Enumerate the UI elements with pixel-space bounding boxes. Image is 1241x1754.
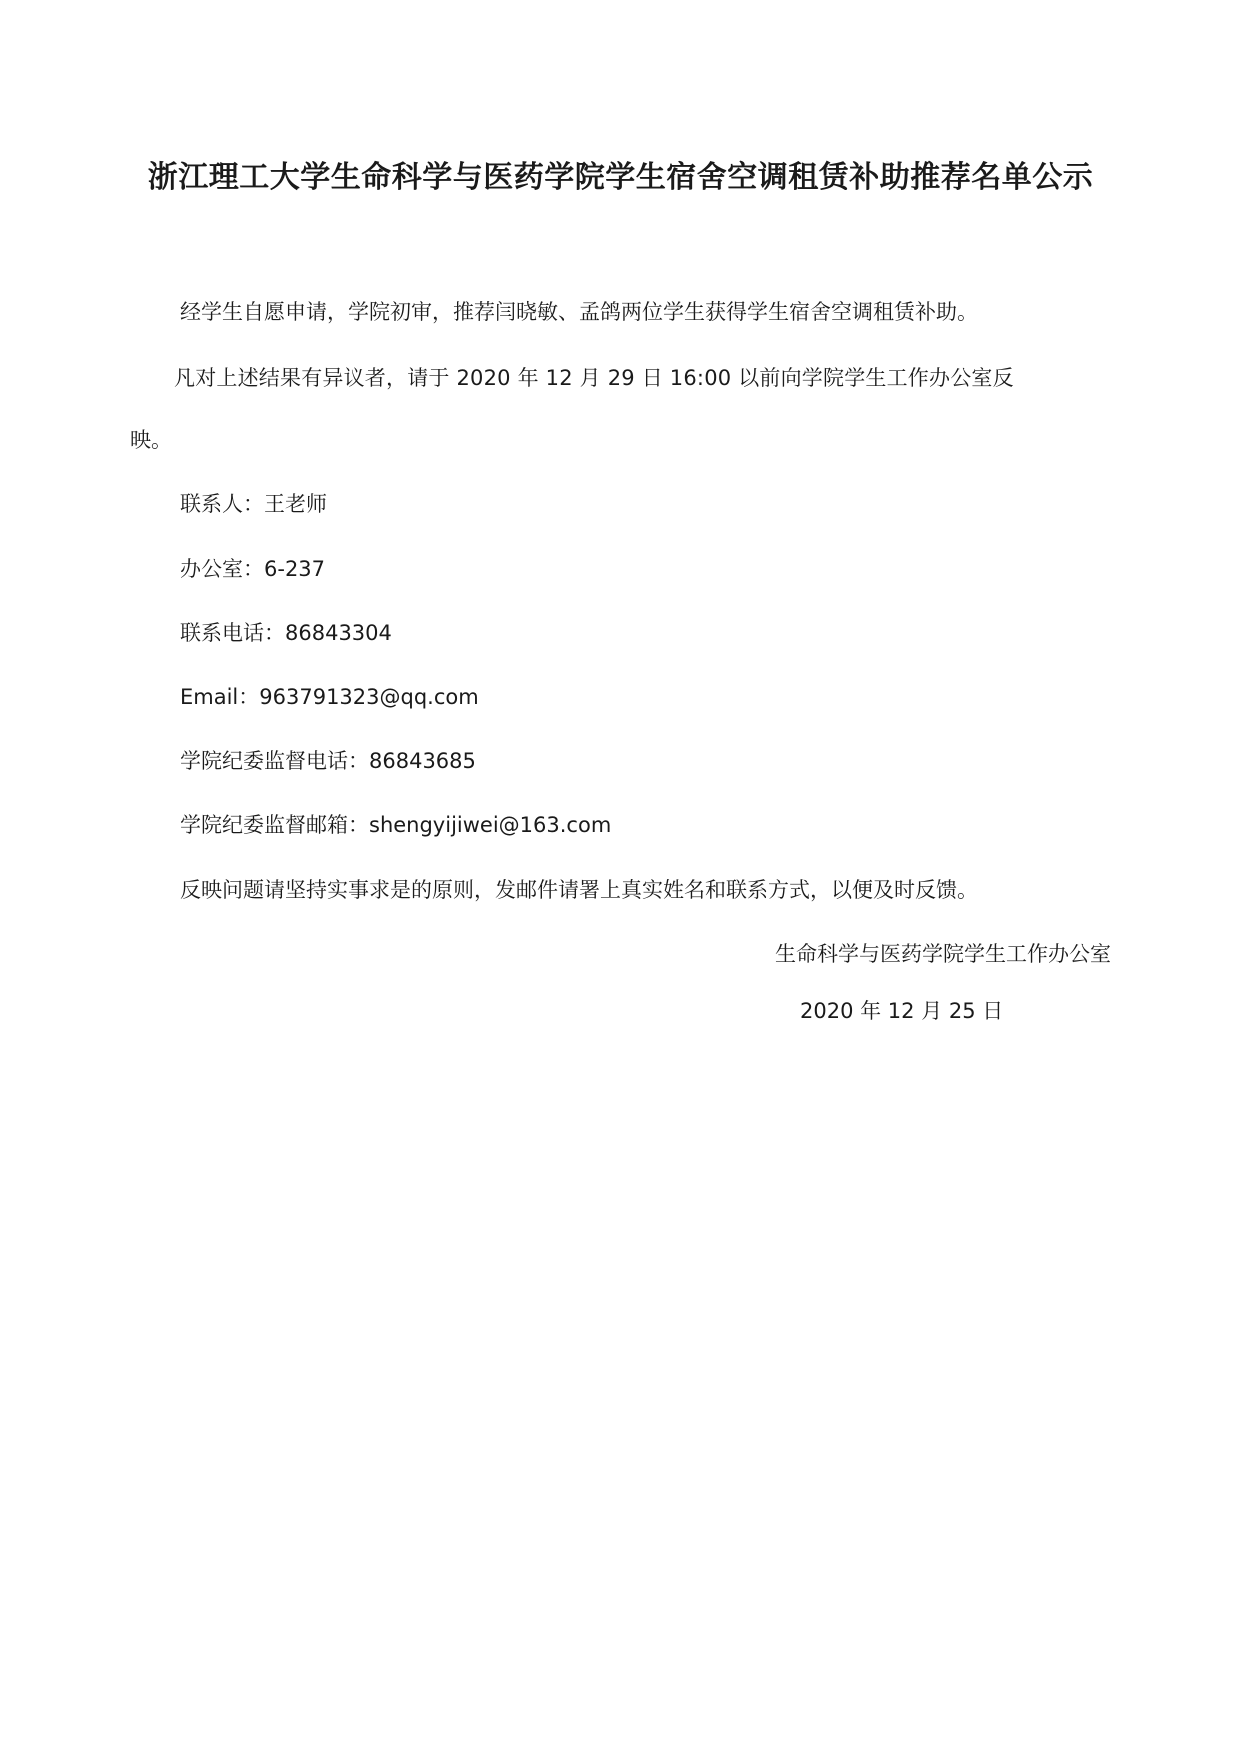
contact-person: 联系人：王老师 [180,492,327,516]
document-title: 浙江理工大学生命科学与医药学院学生宿舍空调租赁补助推荐名单公示 [147,160,1094,195]
paragraph-objection-line-1: 凡对上述结果有异议者，请于 2020 年 12 月 29 日 16:00 以前向学院学生工作办公室反 [174,366,1014,390]
office-number: 办公室：6-237 [180,557,326,581]
contact-email: Email：963791323@qq.com [180,685,479,709]
paragraph-objection-line-2: 映。 [130,428,172,452]
contact-phone: 联系电话：86843304 [180,621,392,645]
issue-date: 2020 年 12 月 25 日 [800,999,1004,1023]
supervision-phone: 学院纪委监督电话：86843685 [180,749,476,773]
paragraph-recommendation: 经学生自愿申请，学院初审，推荐闫晓敏、孟鸽两位学生获得学生宿舍空调租赁补助。 [180,300,978,324]
issuer-signature: 生命科学与医药学院学生工作办公室 [775,942,1111,966]
supervision-email: 学院纪委监督邮箱：shengyijiwei@163.com [180,813,612,837]
paragraph-feedback-note: 反映问题请坚持实事求是的原则，发邮件请署上真实姓名和联系方式，以便及时反馈。 [180,878,978,902]
